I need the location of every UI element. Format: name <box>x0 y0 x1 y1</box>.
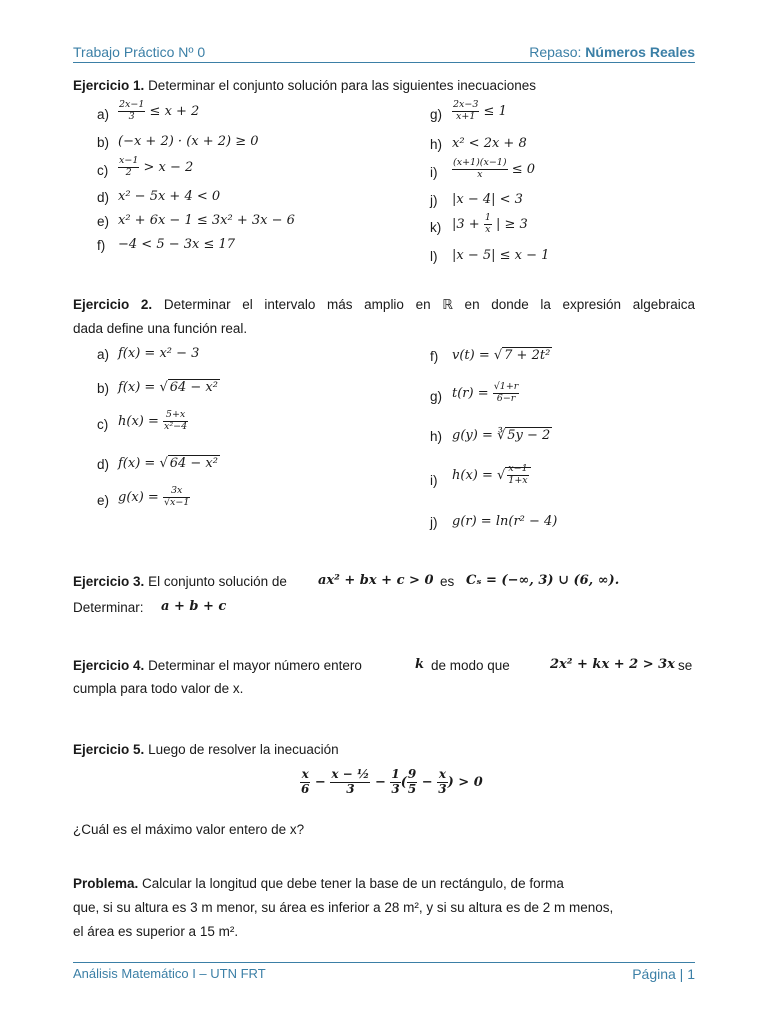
ex1-label-d: d) <box>97 190 110 205</box>
ex1-label-h: h) <box>430 137 443 152</box>
ex3-es: es <box>440 574 455 589</box>
ex1-item-b: (−x + 2) · (x + 2) ≥ 0 <box>118 134 259 149</box>
ex2-label-i: i) <box>430 473 438 488</box>
ex1-item-a: $\frac{2x-1}{3}$ ≤ x + 2 <box>119 99 200 122</box>
ex2-item-e: g(x) = $\frac{3x}{√x-1}$ <box>118 485 190 508</box>
ex5-line-1 <box>73 742 339 757</box>
ex4-se: se <box>678 658 693 673</box>
ex3-text-1: El conjunto solución de <box>148 574 287 589</box>
ex2-label-f: f) <box>430 349 439 364</box>
problem-title: Problema. <box>73 876 139 891</box>
ex1-heading <box>73 78 536 93</box>
footer-left: Análisis Matemático I – UTN FRT <box>73 966 266 981</box>
ex2-label-c: c) <box>97 417 109 432</box>
ex2-label-a: a) <box>97 347 110 362</box>
ex1-label-k: k) <box>430 220 442 235</box>
ex2-item-i: h(x) = √ $\frac{x-1}{1+x}$ <box>452 464 531 487</box>
ex4-title: Ejercicio 4. <box>73 658 145 673</box>
ex1-item-h: x² < 2x + 8 <box>452 136 527 151</box>
ex1-title: Ejercicio 1. <box>73 78 145 93</box>
ex3-title: Ejercicio 3. <box>73 574 145 589</box>
header-rule <box>73 62 695 63</box>
ex1-label-e: e) <box>97 214 110 229</box>
ex4-text-1b: de modo que <box>431 658 510 673</box>
header-right-title: Números Reales <box>585 44 695 60</box>
ex1-item-k: |3 + $\frac{1}{x}$ | ≥ 3 <box>452 212 528 235</box>
header-right-prefix: Repaso: <box>529 44 582 60</box>
ex5-inequation: $\frac{x}{6}$ − $\frac{\text{x − ½}}{3}$ − $\frac{1}{3}$ ( $\frac{9}{5}$ − $\frac{x}{3}$ ) > 0 <box>301 767 483 796</box>
ex2-text-1: Determinar el intervalo más amplio en ℝ en donde la expresión algebraica <box>163 297 695 312</box>
header-right <box>529 44 695 60</box>
ex5-text-1: Luego de resolver la inecuación <box>148 742 339 757</box>
ex1-item-c: $\frac{x-1}{2}$ > x − 2 <box>119 155 194 178</box>
ex3-set: Cₛ = (−∞, 3) ∪ (6, ∞). <box>466 573 620 588</box>
ex5-title: Ejercicio 5. <box>73 742 145 757</box>
ex3-expression-2: a + b + c <box>161 599 227 614</box>
ex4-line-1 <box>73 658 362 673</box>
problem-line-3: el área es superior a 15 m². <box>73 924 239 939</box>
ex2-label-e: e) <box>97 493 110 508</box>
ex1-text: Determinar el conjunto solución para las siguientes inecuaciones <box>148 78 537 93</box>
ex1-item-d: x² − 5x + 4 < 0 <box>118 189 221 204</box>
ex2-title: Ejercicio 2. <box>73 297 153 312</box>
header-left: Trabajo Práctico Nº 0 <box>73 44 206 60</box>
ex2-item-d: f(x) = √ 64 − x² <box>118 456 218 471</box>
ex2-item-g: t(r) = $\frac{√1+r}{6-r}$ <box>452 381 519 404</box>
ex1-item-f: −4 < 5 − 3x ≤ 17 <box>118 237 236 252</box>
ex1-label-i: i) <box>430 165 438 180</box>
ex1-item-j: |x − 4| < 3 <box>452 192 523 207</box>
ex1-label-b: b) <box>97 135 110 150</box>
ex1-label-j: j) <box>430 193 438 208</box>
ex4-expression: 2x² + kx + 2 > 3x <box>550 657 675 672</box>
problem-text-1: Calcular la longitud que debe tener la base de un rectángulo, de forma <box>142 876 564 891</box>
footer-rule <box>73 962 695 963</box>
ex2-item-f: v(t) = √ 7 + 2t² <box>452 348 551 363</box>
ex1-item-e: x² + 6x − 1 ≤ 3x² + 3x − 6 <box>118 213 295 228</box>
ex1-label-f: f) <box>97 238 106 253</box>
ex4-k: k <box>415 657 425 672</box>
ex1-label-g: g) <box>430 107 443 122</box>
ex1-label-a: a) <box>97 107 110 122</box>
problem-line-1 <box>73 876 564 891</box>
ex3-expression: ax² + bx + c > 0 <box>318 573 434 588</box>
ex2-label-g: g) <box>430 389 443 404</box>
ex1-item-i: $\frac{(x+1)(x-1)}{x}$ ≤ 0 <box>453 157 535 180</box>
ex2-item-a: f(x) = x² − 3 <box>118 346 200 361</box>
problem-line-2: que, si su altura es 3 m menor, su área es inferior a 28 m², y si su altura es de 2 m menos, <box>73 900 614 915</box>
ex1-label-l: l) <box>430 249 438 264</box>
ex2-item-b: f(x) = √ 64 − x² <box>118 380 218 395</box>
ex2-label-b: b) <box>97 381 110 396</box>
ex2-item-j: g(r) = ln(r² − 4) <box>452 514 558 529</box>
ex4-text-1a: Determinar el mayor número entero <box>148 658 362 673</box>
ex2-heading <box>73 297 695 313</box>
footer-page: Página | 1 <box>632 966 695 982</box>
ex3-text-2: Determinar: <box>73 600 144 615</box>
ex3-line-1 <box>73 574 287 589</box>
ex2-label-h: h) <box>430 429 443 444</box>
ex4-text-2: cumpla para todo valor de x. <box>73 681 244 696</box>
ex1-item-l: |x − 5| ≤ x − 1 <box>452 248 550 263</box>
ex2-item-c: h(x) = $\frac{5+x}{\text{x²−4}}$ <box>118 409 188 432</box>
ex2-label-d: d) <box>97 457 110 472</box>
ex1-item-g: $\frac{2x-3}{x+1}$ ≤ 1 <box>453 99 507 122</box>
ex1-label-c: c) <box>97 163 109 178</box>
ex2-item-h: g(y) = ∛ 5y − 2 <box>452 428 551 443</box>
ex2-text-2: dada define una función real. <box>73 321 248 336</box>
ex5-question: ¿Cuál es el máximo valor entero de x? <box>73 822 305 837</box>
ex2-label-j: j) <box>430 515 438 530</box>
